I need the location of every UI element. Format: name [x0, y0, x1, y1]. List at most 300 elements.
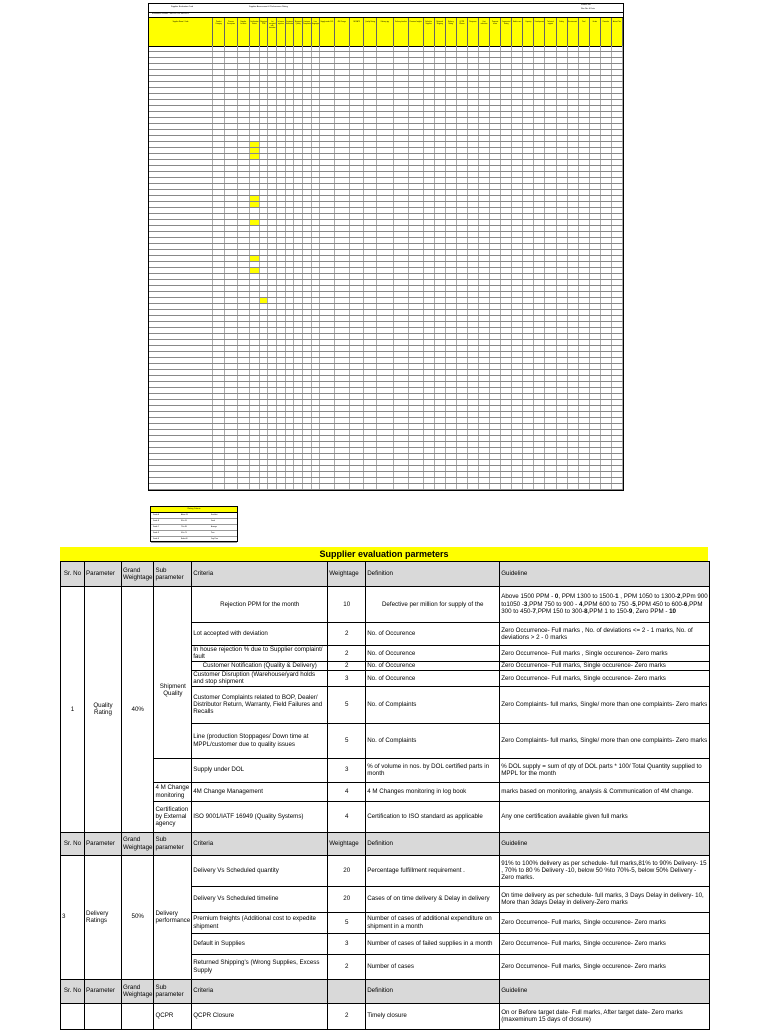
sheet-cell: [579, 214, 590, 219]
delivery-parameter: Delivery Ratings: [85, 855, 122, 979]
sheet-cell: [320, 388, 335, 393]
sheet-cell: [501, 472, 512, 477]
sheet-cell: [479, 442, 490, 447]
sheet-cell: [557, 166, 568, 171]
sheet-rev-no: Rev No. & Date: [581, 8, 595, 10]
sheet-cell: [501, 76, 512, 81]
sheet-cell: [350, 70, 365, 75]
sheet-cell: [303, 472, 312, 477]
sheet-cell: [409, 232, 424, 237]
sheet-cell: [601, 238, 612, 243]
hdr-guideline: Guideline: [500, 832, 710, 855]
sheet-cell: [335, 316, 350, 321]
hdr-grand: Grand Weightage: [122, 979, 154, 1003]
sheet-cell: [350, 364, 365, 369]
sheet-cell: [590, 70, 601, 75]
sheet-cell: [268, 382, 277, 387]
sheet-cell: [568, 412, 579, 417]
sheet-cell: [534, 178, 545, 183]
sheet-cell: [468, 88, 479, 93]
sheet-cell: [579, 112, 590, 117]
sheet-cell: [238, 232, 250, 237]
sheet-cell: [612, 448, 623, 453]
sheet-cell: [294, 376, 303, 381]
sheet-cell: [286, 262, 295, 267]
sheet-cell: [435, 238, 446, 243]
sheet-cell: [612, 442, 623, 447]
sheet-cell: [238, 88, 250, 93]
sheet-cell: [545, 268, 556, 273]
sheet-cell: [612, 304, 623, 309]
sheet-cell: [545, 394, 556, 399]
sheet-cell: [468, 334, 479, 339]
sheet-cell: [409, 160, 424, 165]
sheet-cell: [601, 340, 612, 345]
sheet-cell: [394, 310, 409, 315]
sheet-cell: [479, 64, 490, 69]
sheet-cell: [479, 370, 490, 375]
sheet-cell: [534, 250, 545, 255]
sheet-cell: [277, 124, 286, 129]
sheet-cell: [320, 286, 335, 291]
sheet-cell: [335, 88, 350, 93]
sheet-cell: [490, 208, 501, 213]
criteria-cell: Default in Supplies: [192, 933, 328, 954]
sheet-cell: [457, 268, 468, 273]
sheet-cell: [557, 460, 568, 465]
sheet-cell: [294, 244, 303, 249]
sheet-cell: [225, 388, 237, 393]
sheet-cell: [523, 64, 534, 69]
sheet-cell: [512, 52, 523, 57]
sheet-cell: [557, 244, 568, 249]
sheet-cell: [149, 478, 213, 483]
sheet-cell: [435, 184, 446, 189]
sheet-cell: [601, 226, 612, 231]
sheet-cell: [479, 184, 490, 189]
sheet-cell: [350, 358, 365, 363]
sheet-cell: [612, 436, 623, 441]
sheet-cell: [312, 214, 321, 219]
sheet-cell: [364, 220, 376, 225]
sheet-cell: [312, 124, 321, 129]
sheet-cell: [523, 376, 534, 381]
sheet-cell: [335, 352, 350, 357]
sheet-cell: [579, 358, 590, 363]
sheet-cell: [303, 250, 312, 255]
sheet-cell: [320, 94, 335, 99]
sheet-cell: [213, 238, 225, 243]
sheet-cell: [260, 292, 269, 297]
sheet-cell: [294, 196, 303, 201]
sheet-cell: [238, 400, 250, 405]
sheet-cell: [534, 292, 545, 297]
sheet-cell: [377, 172, 394, 177]
sheet-cell: [286, 430, 295, 435]
sheet-cell: [545, 196, 556, 201]
sheet-cell: [501, 124, 512, 129]
sheet-cell: [213, 292, 225, 297]
sheet-cell: [446, 436, 457, 441]
sheet-column-header: Customer Complaints: [303, 18, 312, 46]
sheet-cell: [149, 424, 213, 429]
sheet-cell: [557, 112, 568, 117]
guideline-fragment: 8: [584, 608, 588, 616]
sheet-cell: [335, 310, 350, 315]
sheet-column-header: Total: [579, 18, 590, 46]
sheet-cell: [424, 250, 435, 255]
sheet-cell: [350, 214, 365, 219]
sheet-cell: [394, 406, 409, 411]
sheet-column-header: Delivery qty: [377, 18, 394, 46]
sheet-cell: [457, 388, 468, 393]
sheet-cell: [534, 64, 545, 69]
sheet-cell: [294, 136, 303, 141]
sheet-cell: [277, 352, 286, 357]
sheet-cell: [350, 238, 365, 243]
sheet-cell: [612, 292, 623, 297]
sheet-cell: [523, 346, 534, 351]
sheet-cell: [394, 316, 409, 321]
sheet-cell: [312, 166, 321, 171]
sheet-cell: [213, 400, 225, 405]
sheet-cell: [260, 484, 269, 489]
sheet-cell: [568, 286, 579, 291]
sheet-cell: [579, 466, 590, 471]
sheet-cell: [335, 322, 350, 327]
sheet-cell: [335, 244, 350, 249]
sheet-cell: [213, 274, 225, 279]
sheet-cell: [457, 154, 468, 159]
sheet-cell: [286, 100, 295, 105]
sheet-cell: [260, 268, 269, 273]
sheet-cell: [250, 76, 260, 81]
sheet-cell: [579, 286, 590, 291]
sheet-cell: [213, 202, 225, 207]
guideline-fragment: 4: [578, 600, 583, 608]
sheet-cell: [435, 208, 446, 213]
sheet-cell: [446, 310, 457, 315]
sheet-cell: [149, 70, 213, 75]
sheet-cell: [468, 286, 479, 291]
sheet-cell: [364, 82, 376, 87]
sheet-cell: [457, 406, 468, 411]
sheet-cell: [479, 334, 490, 339]
sheet-cell: [545, 484, 556, 489]
sheet-cell: [590, 262, 601, 267]
sheet-cell: [149, 244, 213, 249]
sheet-cell: [590, 352, 601, 357]
sheet-cell: [490, 70, 501, 75]
sheet-cell: [149, 250, 213, 255]
sheet-cell: [394, 244, 409, 249]
sheet-cell: [277, 172, 286, 177]
definition-cell: Number of cases of failed supplies in a month: [366, 933, 500, 954]
sheet-cell: [523, 298, 534, 303]
sheet-cell: [377, 412, 394, 417]
sheet-cell: [335, 460, 350, 465]
sheet-cell: [268, 178, 277, 183]
sheet-cell: [364, 322, 376, 327]
sheet-cell: [612, 232, 623, 237]
sheet-cell: [364, 478, 376, 483]
sheet-cell: [612, 202, 623, 207]
sheet-cell: [350, 370, 365, 375]
sheet-cell: [523, 484, 534, 489]
sheet-cell: [277, 472, 286, 477]
sheet-cell: [286, 484, 295, 489]
sheet-cell: [149, 310, 213, 315]
sheet-cell: [213, 82, 225, 87]
sheet-column-header: Safety: [557, 18, 568, 46]
sheet-cell: [277, 424, 286, 429]
sheet-cell: [213, 166, 225, 171]
sheet-cell: [350, 304, 365, 309]
sheet-cell: [479, 382, 490, 387]
legend-cell: Very Poor: [211, 539, 218, 540]
sheet-cell: [364, 262, 376, 267]
sheet-cell: [590, 268, 601, 273]
sheet-cell: [512, 352, 523, 357]
sheet-cell: [501, 292, 512, 297]
sheet-cell: [409, 82, 424, 87]
sheet-cell: [303, 142, 312, 147]
sheet-cell: [260, 184, 269, 189]
hdr-sr: Sr. No: [61, 562, 85, 587]
sheet-cell: [377, 340, 394, 345]
sheet-cell: [612, 124, 623, 129]
sheet-cell: [350, 256, 365, 261]
sheet-cell: [523, 94, 534, 99]
sheet-cell: [446, 136, 457, 141]
sheet-cell: [286, 328, 295, 333]
sheet-cell: [225, 340, 237, 345]
sheet-cell: [612, 340, 623, 345]
sheet-cell: [568, 364, 579, 369]
sheet-cell: [523, 82, 534, 87]
sheet-cell: [303, 370, 312, 375]
sheet-cell: [490, 472, 501, 477]
sheet-cell: [490, 340, 501, 345]
sheet-cell: [468, 190, 479, 195]
sheet-cell: [523, 472, 534, 477]
sheet-cell: [590, 214, 601, 219]
sheet-cell: [545, 106, 556, 111]
sheet-cell: [457, 322, 468, 327]
sheet-cell: [312, 190, 321, 195]
sheet-cell: [446, 424, 457, 429]
sheet-cell: [468, 178, 479, 183]
sheet-cell: [320, 190, 335, 195]
legend-title: Rating Criteria: [151, 507, 237, 513]
sheet-cell: [545, 448, 556, 453]
sheet-cell: [590, 88, 601, 93]
sheet-cell: [457, 88, 468, 93]
sheet-cell: [286, 94, 295, 99]
sheet-cell: [335, 406, 350, 411]
sheet-cell: [468, 232, 479, 237]
sheet-cell: [557, 394, 568, 399]
sheet-cell: [545, 304, 556, 309]
sheet-cell: [568, 340, 579, 345]
guideline-cell: [500, 587, 710, 623]
sheet-cell: [213, 394, 225, 399]
sheet-cell: [579, 196, 590, 201]
sheet-cell: [238, 268, 250, 273]
sheet-cell: [424, 274, 435, 279]
sheet-cell: [545, 136, 556, 141]
sheet-cell: [364, 214, 376, 219]
sheet-cell: [435, 346, 446, 351]
sheet-cell: [335, 226, 350, 231]
sheet-cell: [479, 112, 490, 117]
sheet-cell: [457, 226, 468, 231]
sheet-cell: [534, 340, 545, 345]
sheet-cell: [490, 190, 501, 195]
sheet-cell: [238, 202, 250, 207]
sheet-cell: [568, 172, 579, 177]
sheet-cell: [268, 424, 277, 429]
sheet-cell: [335, 178, 350, 183]
sheet-cell: [468, 94, 479, 99]
table-row: [61, 782, 710, 801]
sheet-cell: [364, 328, 376, 333]
sheet-cell: [479, 304, 490, 309]
sheet-cell: [424, 340, 435, 345]
guideline-fragment: 2: [677, 593, 681, 601]
sheet-cell: [238, 118, 250, 123]
sheet-cell: [468, 184, 479, 189]
sheet-cell: [557, 46, 568, 51]
sheet-cell: [394, 94, 409, 99]
sheet-cell: [435, 148, 446, 153]
sheet-cell: [424, 286, 435, 291]
sheet-cell: [409, 268, 424, 273]
sheet-cell: [286, 286, 295, 291]
sheet-cell: [320, 76, 335, 81]
sheet-cell: [512, 100, 523, 105]
sheet-cell: [579, 178, 590, 183]
sheet-cell: [377, 256, 394, 261]
sheet-cell: [277, 202, 286, 207]
sheet-cell: [350, 346, 365, 351]
sheet-cell: [579, 418, 590, 423]
sheet-cell: [238, 316, 250, 321]
sheet-cell: [479, 46, 490, 51]
weightage-cell: 4: [328, 801, 366, 832]
sheet-cell: [545, 154, 556, 159]
sheet-cell: [238, 340, 250, 345]
criteria-cell: Rejection PPM for the month: [192, 587, 328, 623]
sheet-cell: [268, 298, 277, 303]
sheet-cell: [312, 178, 321, 183]
blank-sr: [61, 1003, 85, 1029]
sheet-cell: [394, 484, 409, 489]
sheet-cell: [557, 280, 568, 285]
sheet-cell: [350, 106, 365, 111]
sheet-cell: [579, 298, 590, 303]
sheet-cell: [260, 466, 269, 471]
sheet-cell: [490, 454, 501, 459]
sheet-cell: [479, 178, 490, 183]
sheet-cell: [457, 82, 468, 87]
sheet-cell: [590, 478, 601, 483]
sheet-cell: [424, 466, 435, 471]
sheet-cell: [213, 226, 225, 231]
sheet-cell: [250, 364, 260, 369]
sheet-cell: [523, 340, 534, 345]
sheet-cell: [377, 280, 394, 285]
sheet-cell: [250, 190, 260, 195]
sheet-cell: [303, 454, 312, 459]
sheet-cell: [320, 322, 335, 327]
sheet-cell: [446, 322, 457, 327]
sheet-cell: [286, 136, 295, 141]
sheet-cell: [286, 88, 295, 93]
sheet-cell: [294, 418, 303, 423]
sheet-cell: [523, 442, 534, 447]
sheet-cell: [286, 424, 295, 429]
sheet-cell: [277, 400, 286, 405]
sheet-cell: [579, 226, 590, 231]
sheet-cell: [501, 286, 512, 291]
sheet-cell: [545, 184, 556, 189]
sheet-cell: [409, 184, 424, 189]
sheet-cell: [312, 244, 321, 249]
sheet-cell: [149, 484, 213, 489]
sheet-cell: [409, 352, 424, 357]
sheet-cell: [590, 412, 601, 417]
sheet-cell: [468, 328, 479, 333]
sheet-cell: [545, 328, 556, 333]
sheet-cell: [277, 370, 286, 375]
sheet-cell: [435, 94, 446, 99]
sheet-cell: [512, 94, 523, 99]
sheet-cell: [277, 244, 286, 249]
sheet-cell: [225, 346, 237, 351]
header-row-third: [61, 979, 710, 1003]
sheet-cell: [446, 418, 457, 423]
sheet-cell: [446, 58, 457, 63]
sheet-cell: [479, 418, 490, 423]
sheet-cell: [268, 274, 277, 279]
weightage-cell: 20: [328, 855, 366, 886]
sheet-cell: [457, 238, 468, 243]
sheet-cell: [557, 160, 568, 165]
sheet-cell: [512, 46, 523, 51]
sheet-cell: [446, 64, 457, 69]
sheet-cell: [149, 202, 213, 207]
sheet-cell: [312, 262, 321, 267]
sheet-cell: [364, 346, 376, 351]
sheet-cell: [213, 280, 225, 285]
sheet-cell: [523, 172, 534, 177]
sheet-cell: [601, 118, 612, 123]
sheet-cell: [225, 82, 237, 87]
sheet-cell: [468, 52, 479, 57]
sheet-cell: [394, 148, 409, 153]
sheet-cell: [446, 190, 457, 195]
sheet-cell: [601, 400, 612, 405]
sheet-cell: [312, 112, 321, 117]
sheet-cell: [213, 442, 225, 447]
sheet-cell: [394, 118, 409, 123]
sheet-cell: [335, 154, 350, 159]
sheet-cell: [294, 70, 303, 75]
delivery-grand: 50%: [122, 855, 154, 979]
sheet-cell: [303, 334, 312, 339]
sheet-cell: [335, 262, 350, 267]
